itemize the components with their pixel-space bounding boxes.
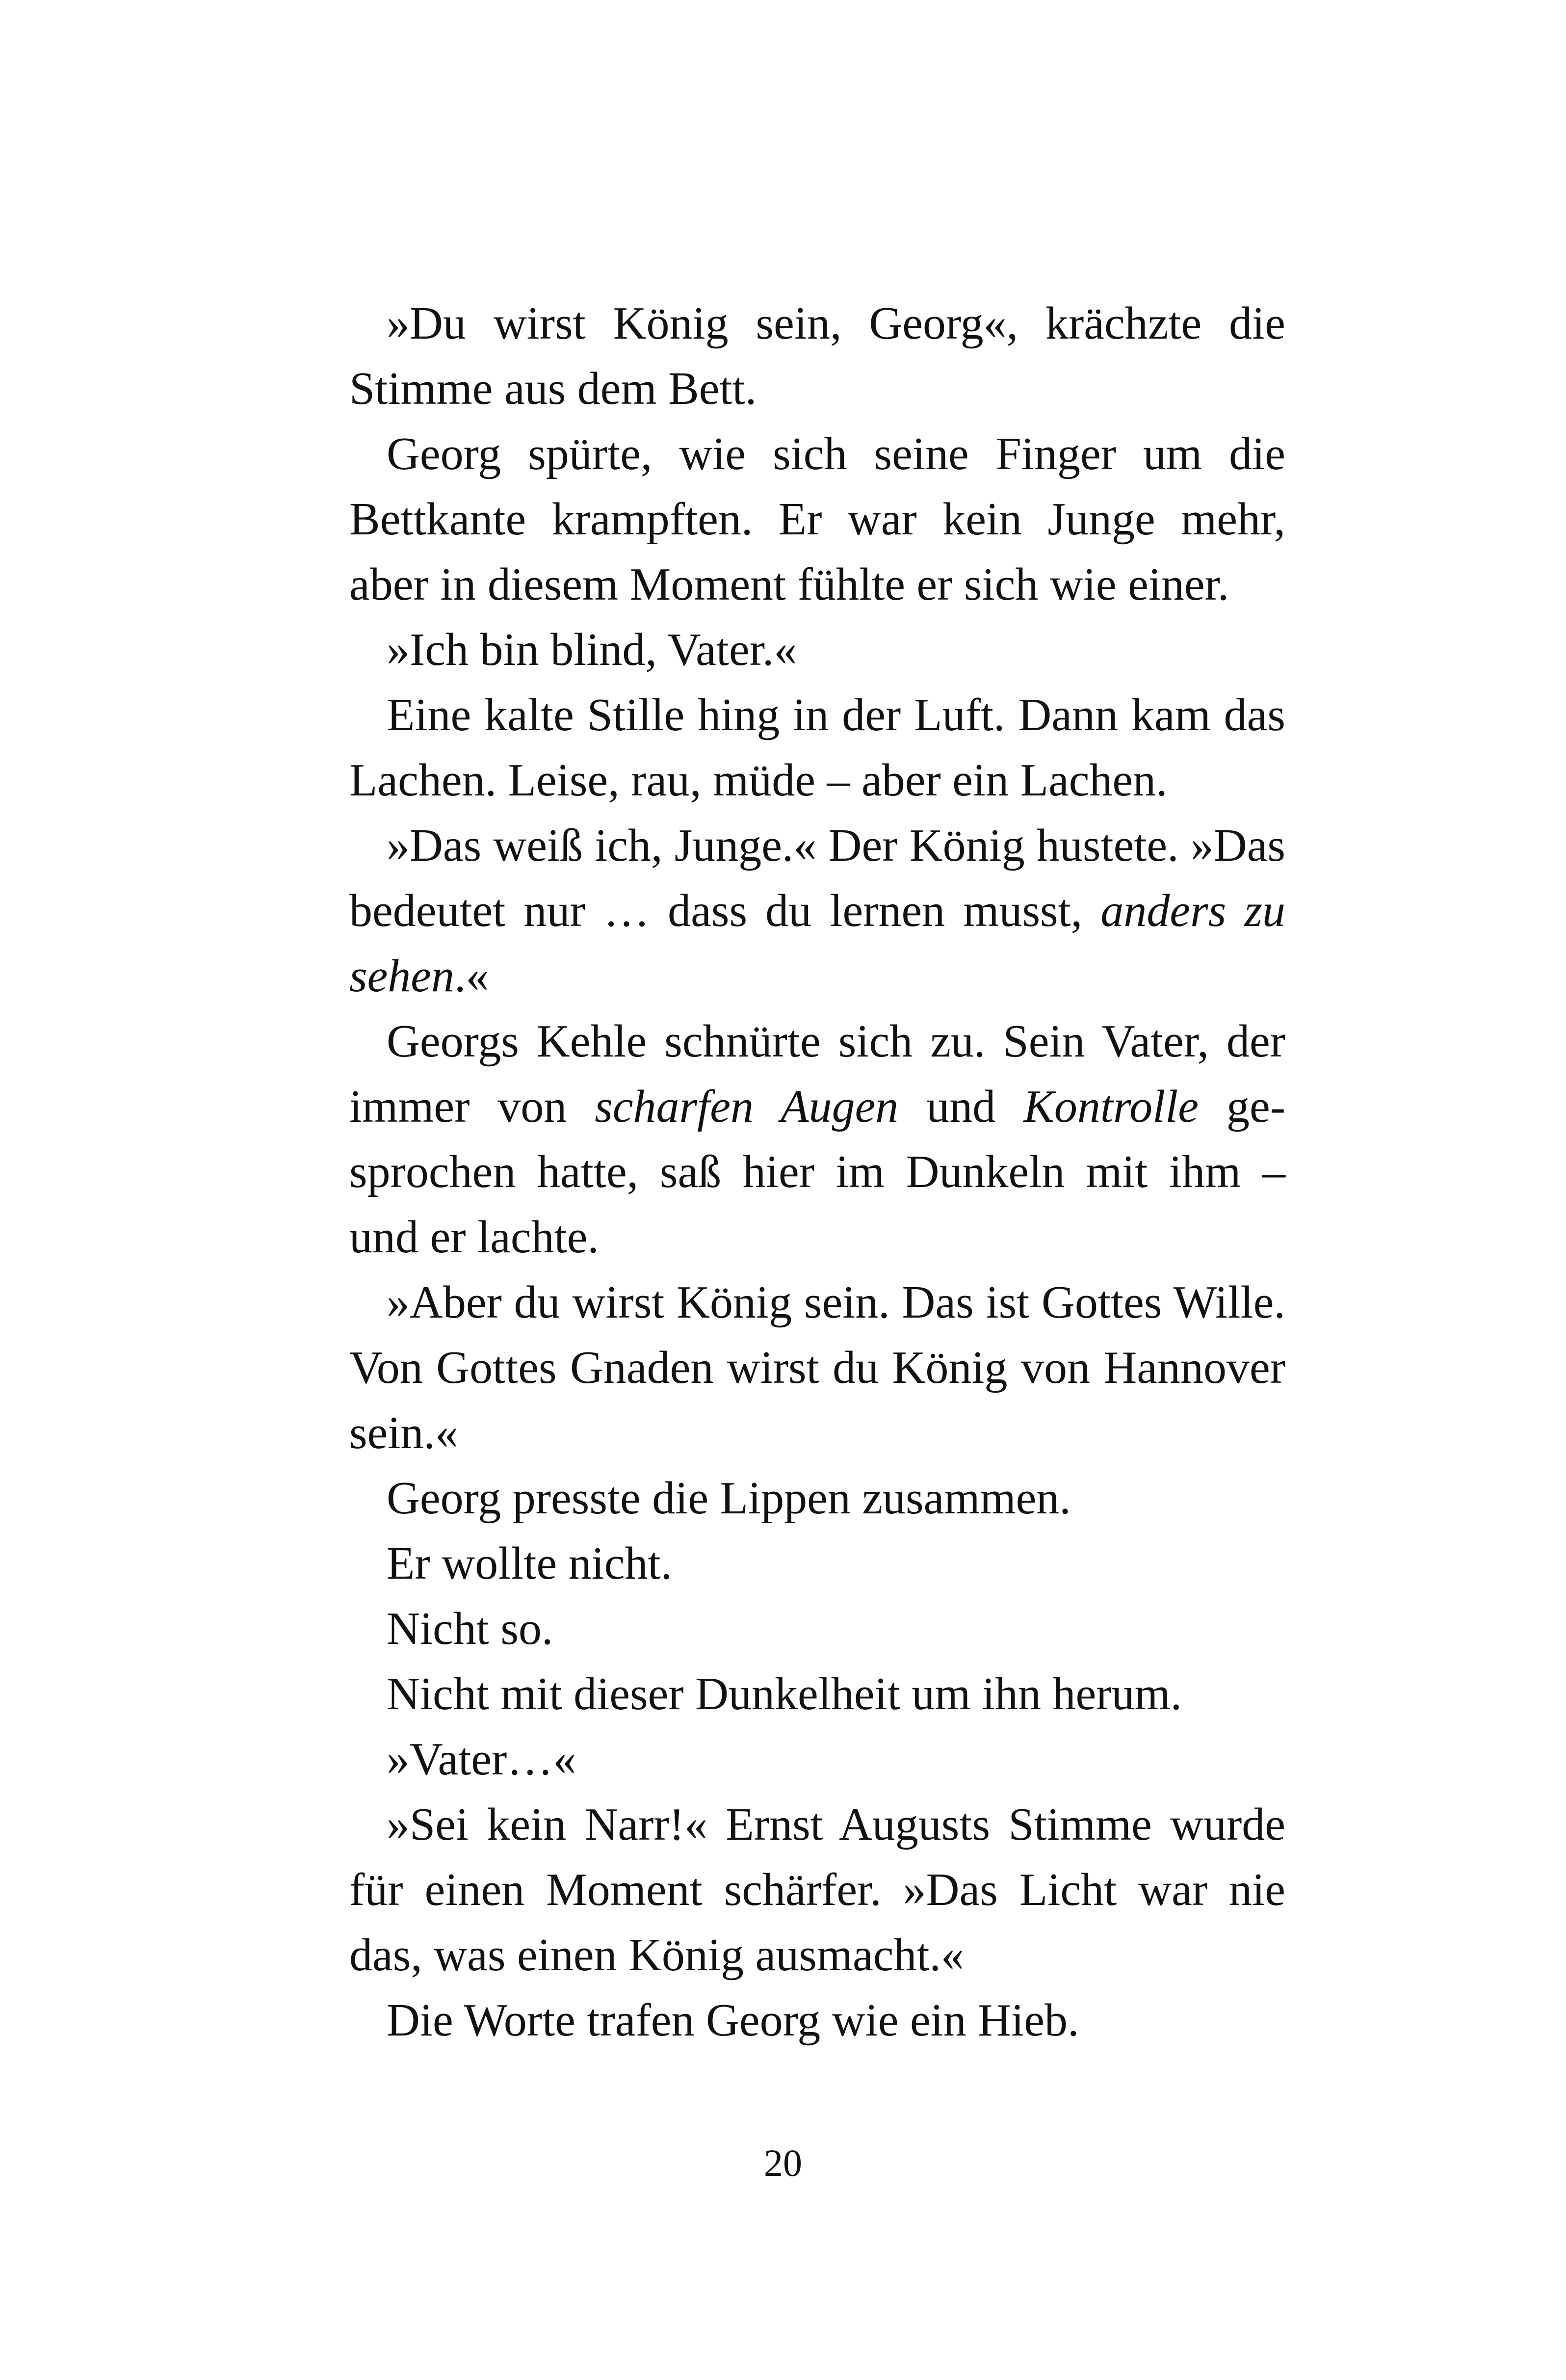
paragraph-text: gesprochen hatte, saß hier im Dunkeln mit ihm – und er lachte. [349,1081,1285,1263]
paragraph: Nicht so. [387,1603,553,1654]
paragraph [349,813,1285,1009]
paragraph-text: .« [454,951,489,1002]
paragraph: Die Worte trafen Georg wie ein Hieb. [387,1995,1079,2046]
emphasis-text: Kontrolle [1023,1081,1199,1132]
paragraph: Georg presste die Lippen zusammen. [387,1473,1071,1524]
paragraph: Eine kalte Stille hing in der Luft. Dann kam das Lachen. Leise, rau, müde – aber ein Lachen. [349,689,1285,806]
emphasis-text: anders zu sehen [349,885,1286,1002]
paragraph-text: und [898,1081,1024,1132]
paragraph: Er wollte nicht. [387,1538,673,1589]
paragraph-text: Georgs Kehle schnürte sich zu. Sein Vater, der immer von [349,1016,1285,1132]
page-number: 20 [764,2142,802,2184]
paragraph [349,1009,1285,1270]
paragraph: »Vater…« [387,1734,576,1785]
paragraph: Nicht mit dieser Dunkelheit um ihn herum. [387,1668,1182,1719]
body-text [349,291,1285,2053]
paragraph: Georg spürte, wie sich seine Finger um die Bettkante krampften. Er war kein Junge mehr, aber in diesem Moment fühlte er sich wie einer. [349,428,1285,610]
paragraph: »Ich bin blind, Vater.« [387,624,797,675]
paragraph: »Du wirst König sein, Georg«, krächzte die Stimme aus dem Bett. [349,298,1285,414]
paragraph: »Sei kein Narr!« Ernst Augusts Stimme wurde für einen Moment schärfer. »Das Licht war nie das, was einen König ausmacht.« [349,1799,1285,1981]
paragraph-text: »Das weiß ich, Junge.« Der König hustete. »Das bedeutet nur … dass du lernen musst, [349,820,1285,936]
emphasis-text: scharfen Augen [595,1081,899,1132]
paragraph: »Aber du wirst König sein. Das ist Gottes Wille. Von Gottes Gnaden wirst du König von Hannover sein.« [349,1277,1285,1458]
